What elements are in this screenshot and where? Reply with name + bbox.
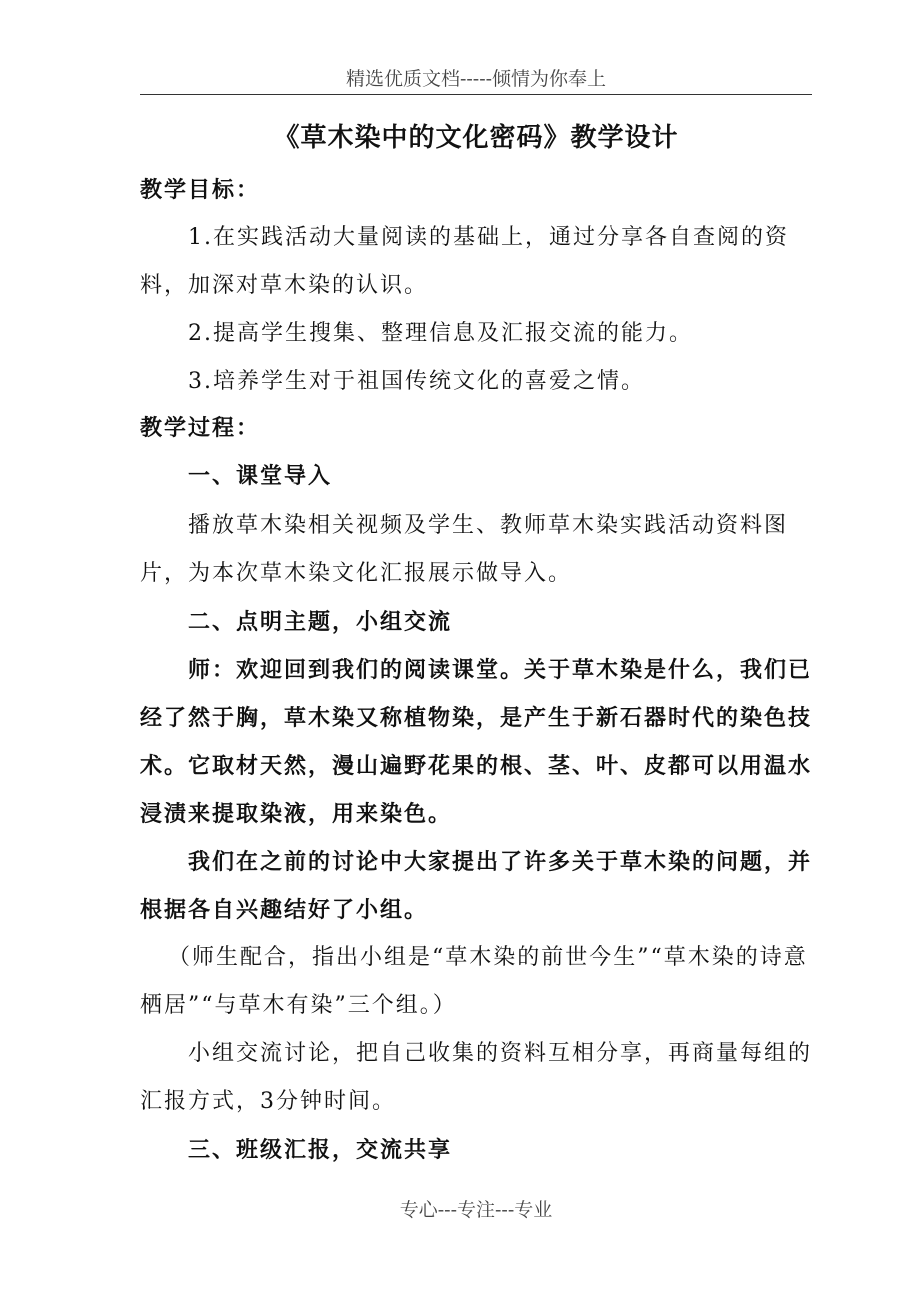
grouping-note: （师生配合，指出小组是“草木染的前世今生”“草木染的诗意栖居”“与草木有染”三个组。） <box>140 945 808 1018</box>
goals-heading: 教学目标： <box>140 177 261 203</box>
goal-item-2: 2.提高学生搜集、整理信息及汇报交流的能力。 <box>188 321 693 346</box>
process-heading: 教学过程： <box>140 415 261 441</box>
goal-item-3: 3.培养学生对于祖国传统文化的喜爱之情。 <box>188 369 645 394</box>
section-3-title: 三、班级汇报，交流共享 <box>188 1137 453 1163</box>
page-footer: 专心---专注---专业 <box>399 1199 553 1221</box>
goal-item-1: 1.在实践活动大量阅读的基础上，通过分享各自查阅的资料，加深对草木染的认识。 <box>140 225 789 298</box>
document-title: 《草木染中的文化密码》教学设计 <box>273 123 679 153</box>
section-1-title: 一、课堂导入 <box>188 463 333 489</box>
section-2-paragraph: 小组交流讨论，把自己收集的资料互相分享，再商量每组的汇报方式，3分钟时间。 <box>140 1041 813 1114</box>
section-1-paragraph: 播放草木染相关视频及学生、教师草木染实践活动资料图片，为本次草木染文化汇报展示做导入。 <box>140 513 789 586</box>
page-header: 精选优质文档-----倾情为你奉上 <box>140 64 812 95</box>
teacher-paragraph-2: 我们在之前的讨论中大家提出了许多关于草木染的问题，并根据各自兴趣结好了小组。 <box>140 849 813 923</box>
section-2-title: 二、点明主题，小组交流 <box>188 609 453 635</box>
teacher-paragraph-1: 师：欢迎回到我们的阅读课堂。关于草木染是什么，我们已经了然于胸，草木染又称植物染，是产生于新石器时代的染色技术。它取材天然，漫山遍野花果的根、茎、叶、皮都可以用温水浸渍来提取染液，用来染色。 <box>140 657 813 827</box>
